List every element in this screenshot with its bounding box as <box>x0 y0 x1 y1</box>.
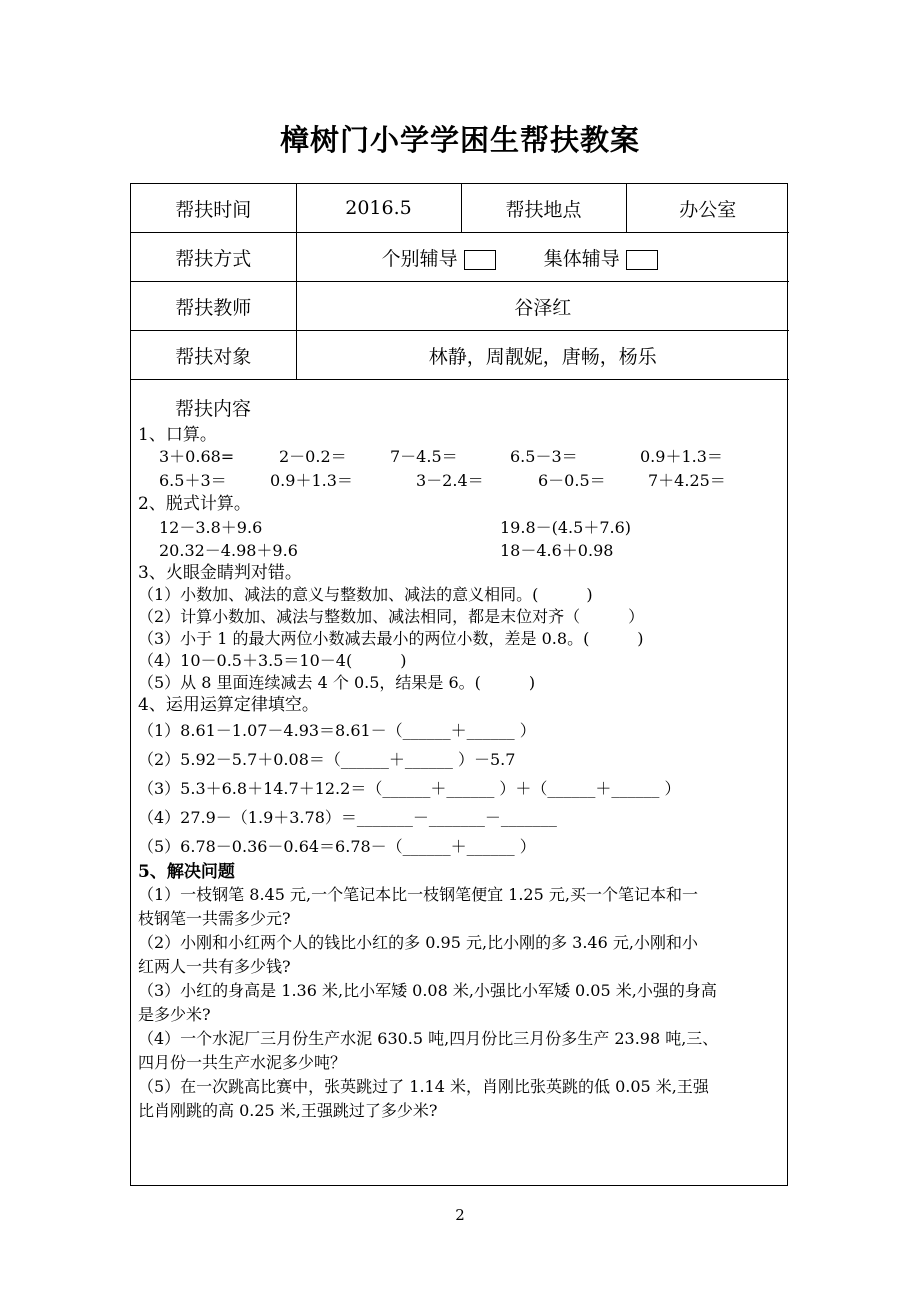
content-header: 帮扶内容 <box>175 398 252 420</box>
option-group-checkbox[interactable] <box>626 250 658 270</box>
oral-item: 6.5＋3＝ <box>159 471 227 490</box>
row-teacher <box>131 282 789 331</box>
oral-row-1 <box>138 446 787 468</box>
teacher-label: 帮扶教师 <box>131 282 296 331</box>
oral-item: 3＋0.68= <box>159 447 235 466</box>
calc-row-1 <box>138 515 787 540</box>
problem-line: 枝钢笔一共需多少元? <box>138 909 291 928</box>
time-label: 帮扶时间 <box>131 184 296 233</box>
lesson-plan-form <box>130 183 788 1186</box>
problem-line: （3）小红的身高是 1.36 米,比小军矮 0.08 米,小强比小军矮 0.05 米,小强的身高 <box>138 981 717 1000</box>
oral-item: 0.9＋1.3＝ <box>270 471 353 490</box>
judge-item-4: （4）10－0.5＋3.5＝10－4( ) <box>138 651 407 670</box>
judge-item-2: （2）计算小数加、减法与整数加、减法相同，都是末位对齐（ ） <box>138 607 645 626</box>
calc-item: 19.8－(4.5＋7.6) <box>500 518 632 537</box>
oral-item: 6－0.5＝ <box>538 471 606 490</box>
judge-item-3: （3）小于 1 的最大两位小数减去最小的两位小数，差是 0.8。( ) <box>138 629 644 648</box>
oral-item: 7－4.5＝ <box>390 447 458 466</box>
method-options <box>296 233 789 282</box>
calc-item: 18－4.6＋0.98 <box>500 541 614 560</box>
row-method <box>131 233 789 282</box>
target-label: 帮扶对象 <box>131 331 296 380</box>
oral-item: 7＋4.25＝ <box>648 471 726 490</box>
problem-line: 四月份一共生产水泥多少吨？ <box>138 1053 347 1072</box>
calc-item: 20.32－4.98＋9.6 <box>159 541 298 560</box>
judge-item-1: （1）小数加、减法的意义与整数加、减法的意义相同。( ) <box>138 585 593 604</box>
option-group-label: 集体辅导 <box>543 247 620 270</box>
problem-line: （4）一个水泥厂三月份生产水泥 630.5 吨,四月份比三月份多生产 23.98 吨,三、 <box>138 1029 719 1048</box>
target-value: 林静，周靓妮，唐畅，杨乐 <box>296 331 789 380</box>
section-2-title: 2、脱式计算。 <box>138 494 251 514</box>
law-item-1: （1）8.61－1.07－4.93＝8.61－（______＋______ ） <box>138 721 536 740</box>
option-individual-label: 个别辅导 <box>381 247 458 270</box>
option-individual-checkbox[interactable] <box>464 250 496 270</box>
problem-line: （2）小刚和小红两个人的钱比小红的多 0.95 元,比小刚的多 3.46 元,小刚和小 <box>138 933 698 952</box>
law-item-3: （3）5.3＋6.8＋14.7＋12.2＝（______＋______ ）＋（______＋______ ） <box>138 779 681 798</box>
judge-item-5: （5）从 8 里面连续减去 4 个 0.5，结果是 6。( ) <box>138 673 536 692</box>
calc-row-2 <box>138 540 787 562</box>
section-4-title: 4、运用运算定律填空。 <box>138 695 319 715</box>
section-5-title: 5、解决问题 <box>138 862 235 882</box>
oral-item: 2－0.2＝ <box>279 447 347 466</box>
row-target <box>131 331 789 380</box>
oral-item: 6.5－3＝ <box>510 447 578 466</box>
calc-item: 12－3.8＋9.6 <box>159 518 263 537</box>
section-3-title: 3、火眼金睛判对错。 <box>138 563 302 583</box>
law-item-5: （5）6.78－0.36－0.64＝6.78－（______＋______ ） <box>138 837 536 856</box>
section-1-title: 1、口算。 <box>138 425 217 445</box>
problem-line: 比肖刚跳的高 0.25 米,王强跳过了多少米? <box>138 1101 438 1120</box>
problem-line: （5）在一次跳高比赛中，张英跳过了 1.14 米，肖刚比张英跳的低 0.05 米,王强 <box>138 1077 709 1096</box>
law-item-4: （4）27.9－（1.9＋3.78）＝_______－_______－_______ <box>138 808 557 827</box>
oral-row-2 <box>138 468 787 493</box>
row-time <box>131 184 789 233</box>
place-value: 办公室 <box>626 184 789 233</box>
page-title: 樟树门小学学困生帮扶教案 <box>279 123 640 157</box>
info-table <box>131 184 789 380</box>
content-section <box>131 394 787 1123</box>
page-number: 2 <box>455 1206 465 1224</box>
oral-item: 0.9＋1.3＝ <box>640 447 723 466</box>
teacher-value: 谷泽红 <box>296 282 789 331</box>
law-item-2: （2）5.92－5.7＋0.08＝（______＋______ ）－5.7 <box>138 750 516 769</box>
method-label: 帮扶方式 <box>131 233 296 282</box>
time-value: 2016.5 <box>296 184 461 233</box>
oral-item: 3－2.4＝ <box>416 471 484 490</box>
problem-line: 是多少米? <box>138 1005 211 1024</box>
problem-line: 红两人一共有多少钱? <box>138 957 291 976</box>
place-label: 帮扶地点 <box>461 184 626 233</box>
problem-line: （1）一枝钢笔 8.45 元,一个笔记本比一枝钢笔便宜 1.25 元,买一个笔记本和一 <box>138 885 698 904</box>
